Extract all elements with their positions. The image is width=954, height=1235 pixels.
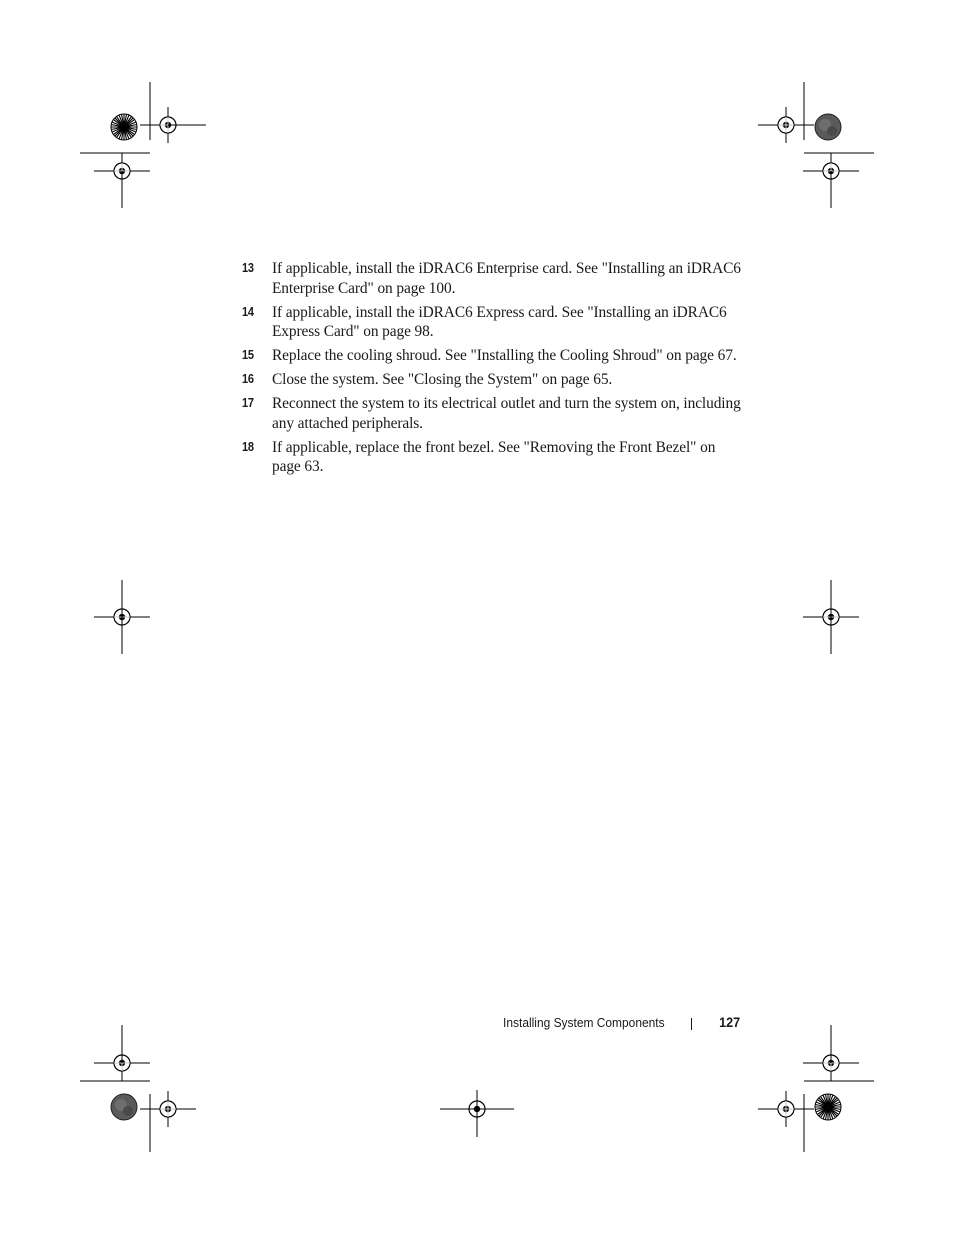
step-number: 13 (242, 261, 254, 275)
list-item (242, 438, 742, 477)
page-footer (489, 1014, 741, 1030)
step-text: Replace the cooling shroud. See "Installing the Cooling Shroud" on page 67. (272, 347, 737, 364)
step-text: If applicable, replace the front bezel. See "Removing the Front Bezel" on page 63. (272, 438, 716, 475)
step-number: 17 (242, 396, 254, 410)
step-number: 14 (242, 304, 254, 319)
list-item (242, 346, 742, 366)
step-number: 16 (242, 372, 254, 386)
footer-section-title: Installing System Components (503, 1014, 665, 1030)
list-item (242, 370, 742, 390)
step-number: 15 (242, 348, 254, 362)
step-text: If applicable, install the iDRAC6 Enterprise card. See "Installing an iDRAC6 Enterprise Card" on page 100. (272, 260, 741, 297)
step-text: Reconnect the system to its electrical outlet and turn the system on, including any attached peripherals. (272, 395, 741, 432)
step-text: If applicable, install the iDRAC6 Express card. See "Installing an iDRAC6 Express Card" on page 98. (272, 303, 727, 340)
procedure-steps (242, 259, 742, 481)
page-number: 127 (718, 1014, 740, 1030)
step-text: Close the system. See "Closing the System" on page 65. (272, 371, 613, 388)
list-item (242, 303, 742, 342)
list-item (242, 259, 742, 298)
footer-divider (691, 1018, 692, 1030)
list-item (242, 394, 742, 433)
step-number: 18 (242, 439, 254, 454)
